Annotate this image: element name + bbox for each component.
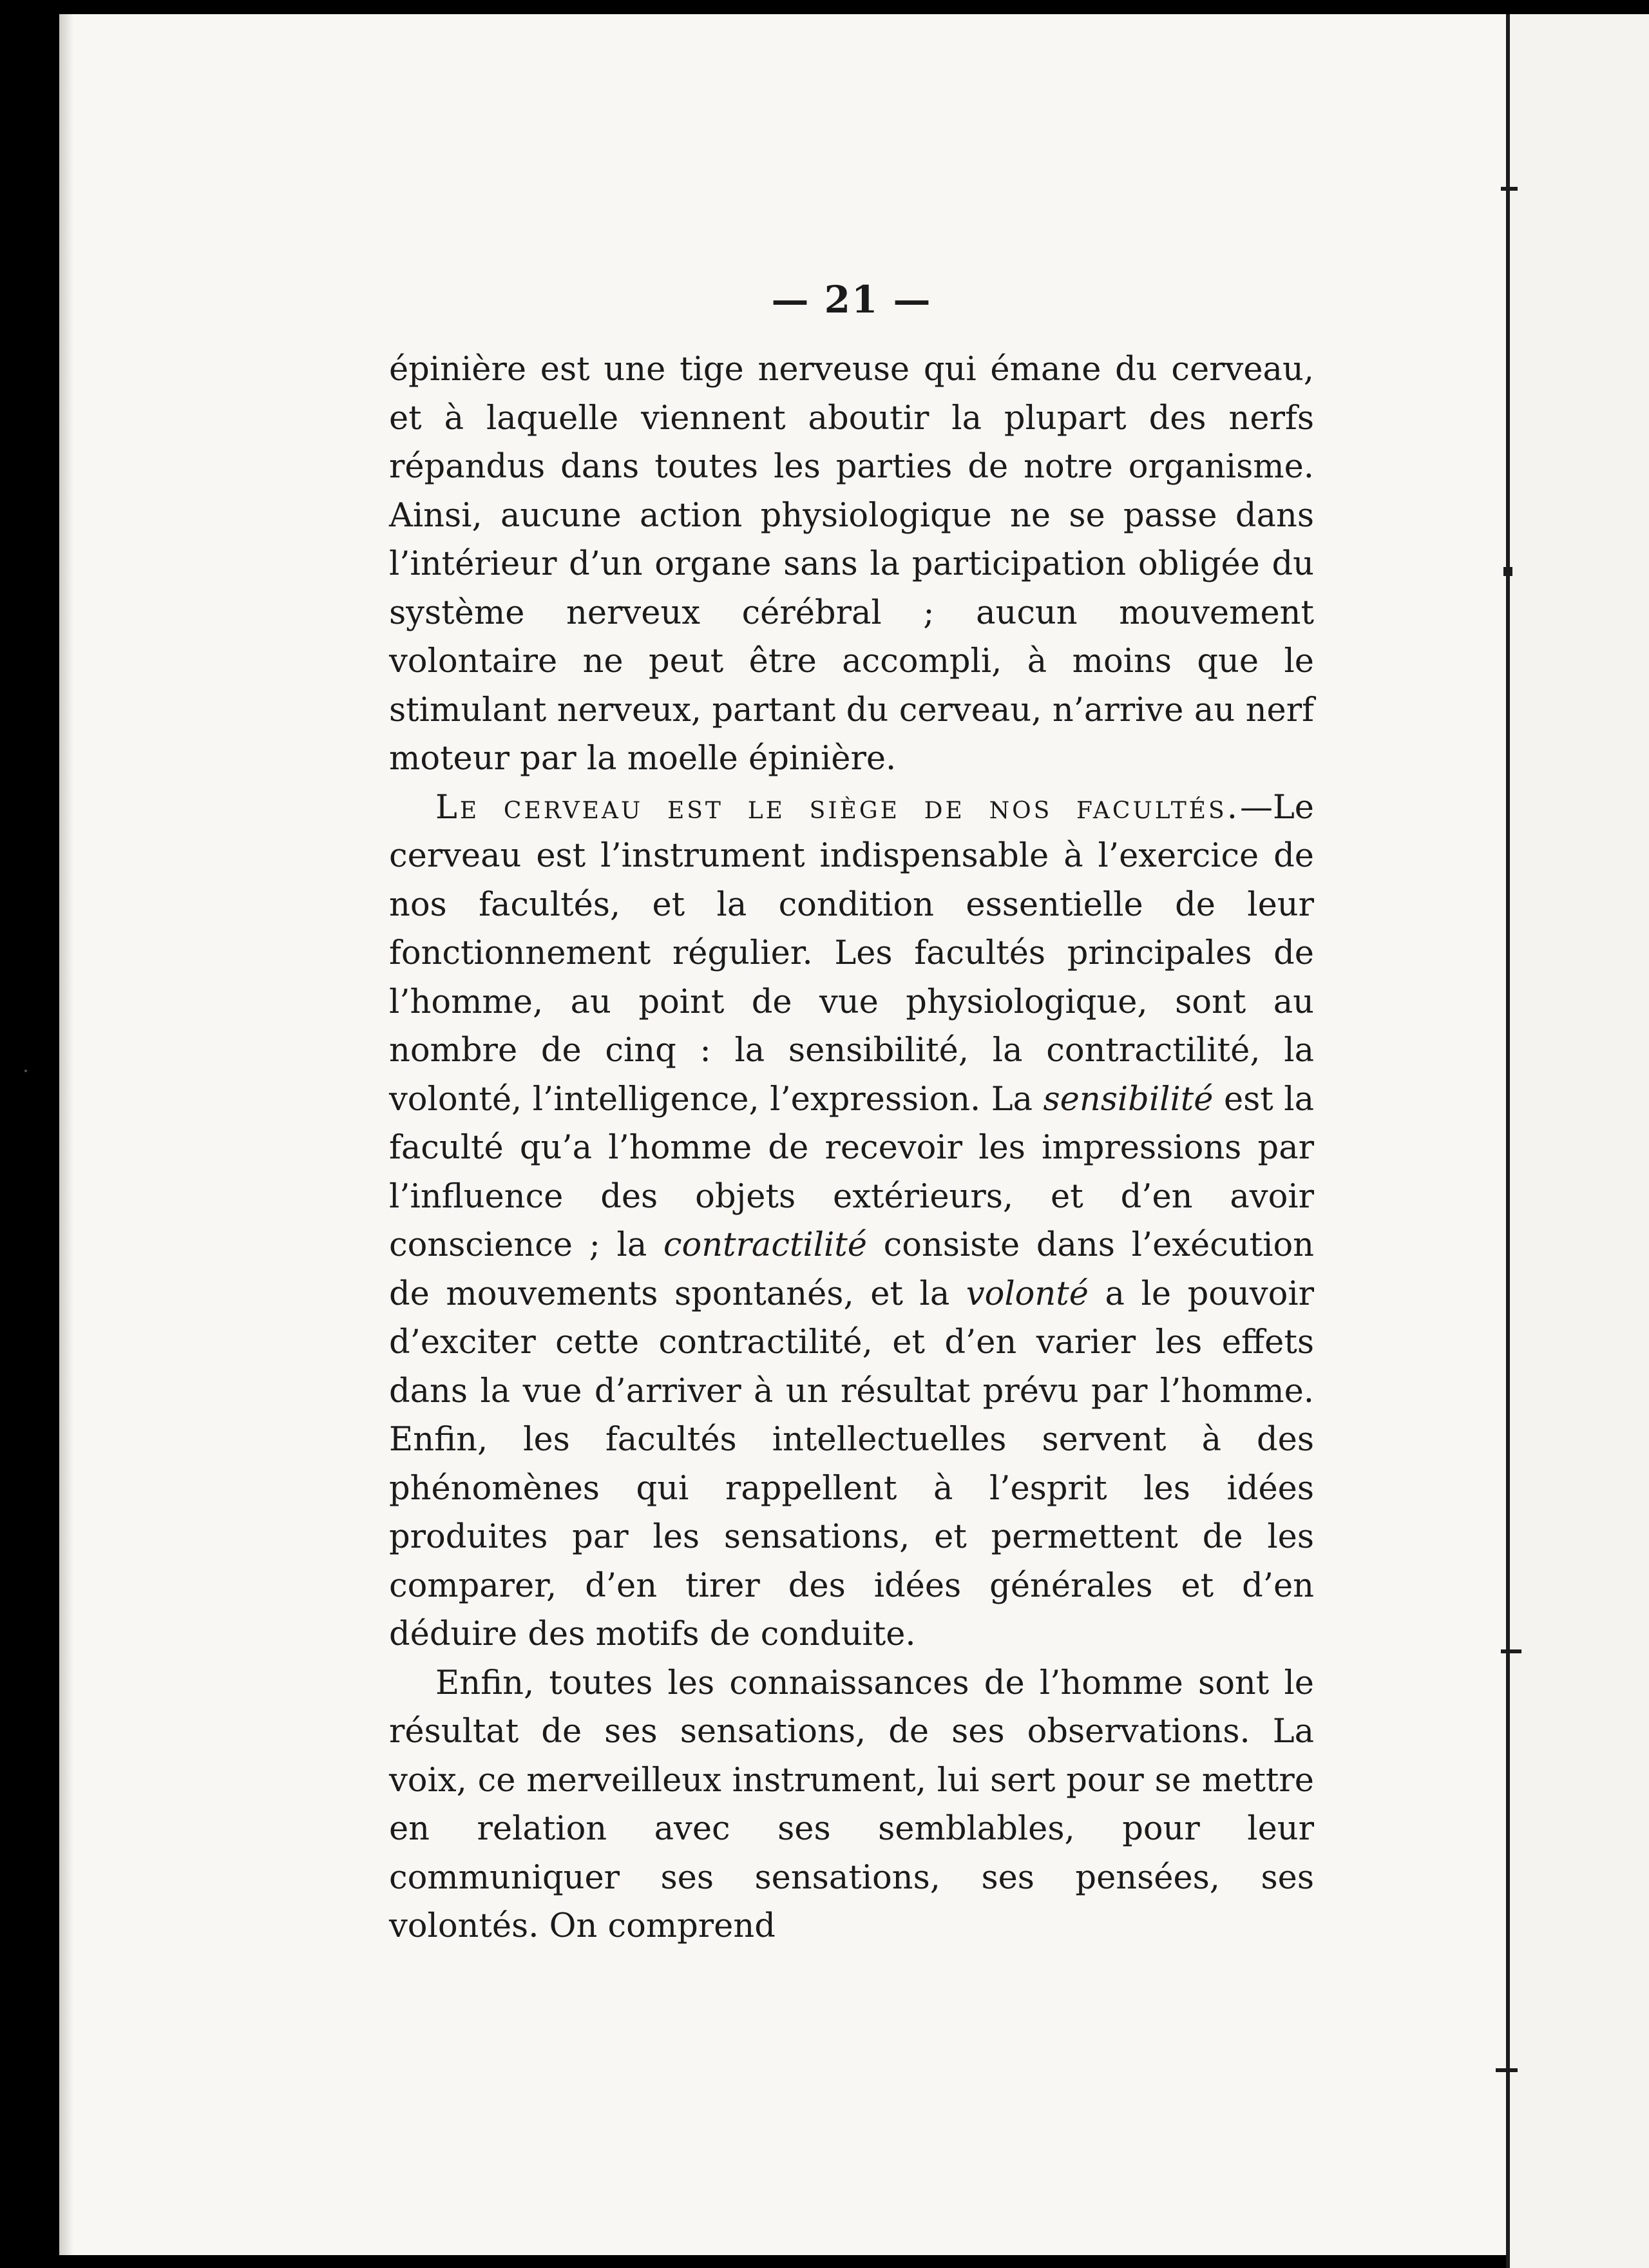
binding-mark <box>1496 2068 1518 2072</box>
page-shadow-edge <box>59 14 73 2255</box>
page-border-line <box>1506 14 1510 2268</box>
adjacent-page-strip <box>1507 14 1649 2268</box>
paragraph-2-text: consiste dans l’exécution de mouvements spontanés, et la <box>389 1226 1314 1313</box>
paragraph-2-text: est la faculté qu’a l’homme de recevoir les impressions par l’influence des objets extérieurs, et d’en avoir conscience ; la <box>389 1080 1314 1264</box>
binding-mark <box>1503 567 1512 576</box>
section-heading: Le cerveau est le siège de nos facultés. <box>435 788 1240 827</box>
paragraph-2-text: —Le cerveau est l’instrument indispensable à l’exercice de nos facultés, et la condition essentielle de leur fonctionnement régulier. Les facultés principales de l’homme, au point de vue physiologique, sont au nombre de cinq : la sensibilité, la contractilité, la volonté, l’intelligence, l’expression. La <box>389 788 1314 1119</box>
paragraph-2-text: a le pouvoir d’exciter cette contractilité, et d’en varier les effets dans la vue d’arriver à un résultat prévu par l’homme. Enfin, les facultés intellectuelles servent à des phénomènes qui rappellent à l’esprit les idées produites par les sensations, et permettent de les comparer, d’en tirer des idées générales et d’en déduire des motifs de conduite. <box>389 1274 1315 1653</box>
page-number: — 21 — <box>771 278 932 322</box>
term-contractilite: contractilité <box>663 1226 867 1264</box>
term-volonte: volonté <box>966 1274 1089 1313</box>
binding-mark <box>1501 187 1518 191</box>
term-sensibilite: sensibilité <box>1043 1080 1214 1119</box>
paragraph-1: épinière est une tige nerveuse qui émane du cerveau, et à laquelle viennent aboutir la plupart des nerfs répandus dans toutes les parties de notre organisme. Ainsi, aucune action physiologique ne se passe dans l’intérieur d’un organe sans la participation obligée du système nerveux cérébral ; aucun mouvement volontaire ne peut être accompli, à moins que le stimulant nerveux, partant du cerveau, n’arrive au nerf moteur par la moelle épinière. <box>389 351 1314 778</box>
paragraph-2 <box>389 783 1314 1659</box>
paragraph-3: Enfin, toutes les connaissances de l’homme sont le résultat de ses sensations, de ses observations. La voix, ce merveilleux instrument, lui sert pour se mettre en relation avec ses semblables, pour leur communiquer ses sensations, ses pensées, ses volontés. On comprend <box>389 1664 1314 1945</box>
scan-speck <box>24 1070 27 1072</box>
binding-mark <box>1501 1649 1521 1653</box>
text-block <box>389 271 1314 1951</box>
